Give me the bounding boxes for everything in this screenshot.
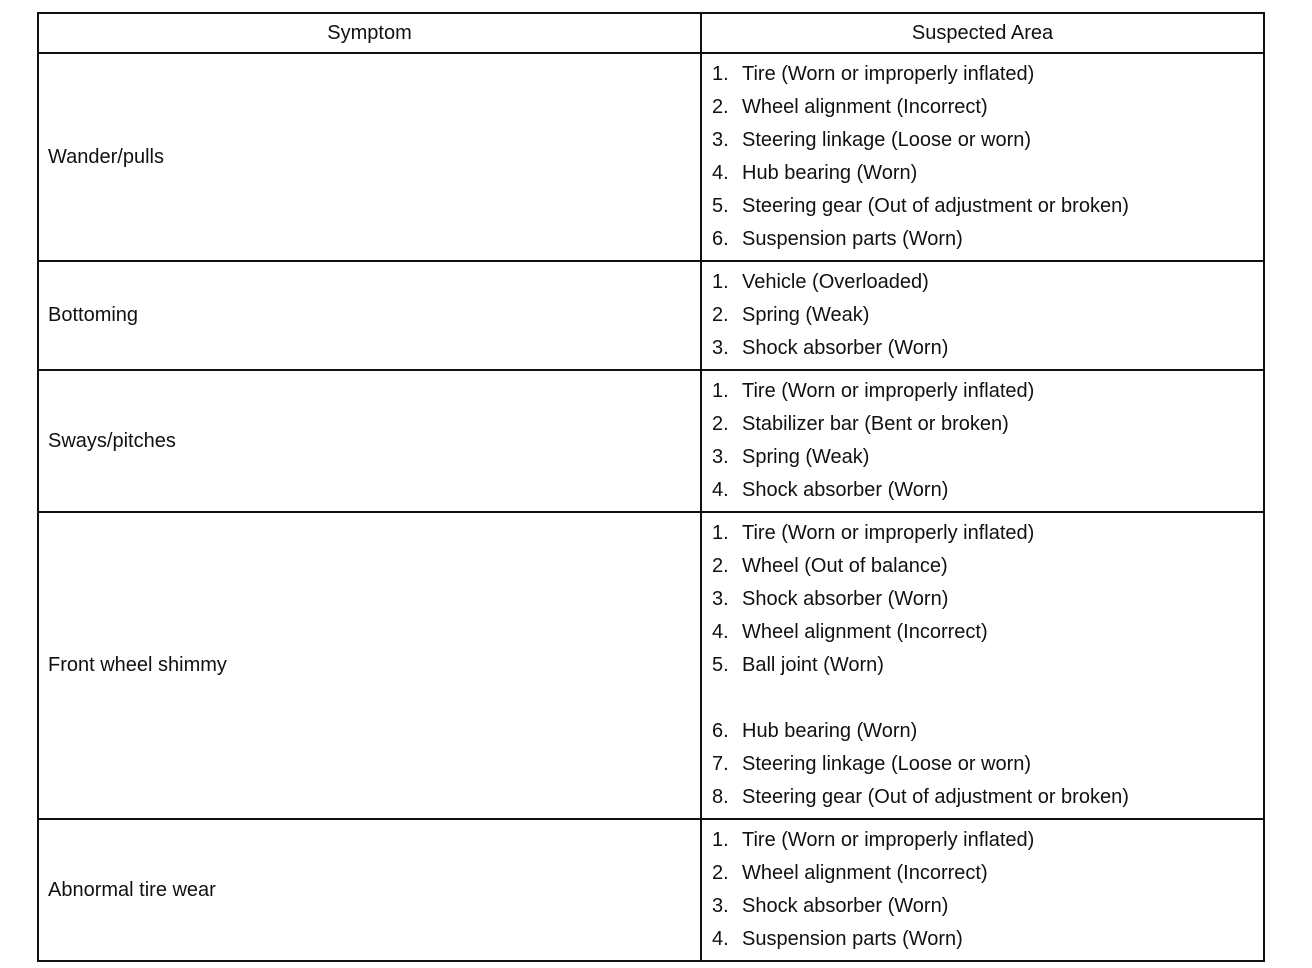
item-number: 4. bbox=[712, 479, 729, 501]
list-item bbox=[712, 649, 1263, 682]
list-item bbox=[712, 124, 1263, 157]
suspected-area-cell bbox=[702, 820, 1263, 960]
suspected-area-cell bbox=[702, 262, 1263, 369]
item-text: Shock absorber (Worn) bbox=[742, 588, 949, 610]
item-number: 7. bbox=[712, 753, 729, 775]
symptom-cell: Front wheel shimmy bbox=[39, 513, 702, 818]
item-number: 1. bbox=[712, 522, 729, 544]
item-text: Steering gear (Out of adjustment or broken) bbox=[742, 786, 1129, 808]
item-number: 2. bbox=[712, 413, 729, 435]
item-number: 8. bbox=[712, 786, 729, 808]
item-number: 5. bbox=[712, 654, 729, 676]
item-text: Ball joint (Worn) bbox=[742, 654, 884, 676]
item-text: Wheel alignment (Incorrect) bbox=[742, 862, 988, 884]
header-symptom: Symptom bbox=[39, 14, 702, 52]
item-number: 1. bbox=[712, 271, 729, 293]
list-item bbox=[712, 824, 1263, 857]
item-text: Shock absorber (Worn) bbox=[742, 895, 949, 917]
symptom-cell: Wander/pulls bbox=[39, 54, 702, 260]
item-text: Tire (Worn or improperly inflated) bbox=[742, 522, 1035, 544]
list-item bbox=[712, 157, 1263, 190]
suspected-area-cell bbox=[702, 371, 1263, 511]
list-item bbox=[712, 715, 1263, 748]
table-row bbox=[39, 52, 1263, 260]
item-text: Tire (Worn or improperly inflated) bbox=[742, 63, 1035, 85]
item-text: Wheel alignment (Incorrect) bbox=[742, 621, 988, 643]
table-row bbox=[39, 511, 1263, 818]
item-text: Wheel alignment (Incorrect) bbox=[742, 96, 988, 118]
item-number: 2. bbox=[712, 862, 729, 884]
item-number: 3. bbox=[712, 588, 729, 610]
item-number: 6. bbox=[712, 228, 729, 250]
item-text: Tire (Worn or improperly inflated) bbox=[742, 380, 1035, 402]
list-item bbox=[712, 857, 1263, 890]
item-number: 2. bbox=[712, 555, 729, 577]
suspected-area-cell bbox=[702, 513, 1263, 818]
list-item bbox=[712, 474, 1263, 507]
item-number: 2. bbox=[712, 304, 729, 326]
item-number: 3. bbox=[712, 129, 729, 151]
item-number: 3. bbox=[712, 895, 729, 917]
item-number: 3. bbox=[712, 337, 729, 359]
item-text: Suspension parts (Worn) bbox=[742, 928, 963, 950]
item-number: 3. bbox=[712, 446, 729, 468]
item-text: Steering linkage (Loose or worn) bbox=[742, 753, 1032, 775]
table-header bbox=[39, 14, 1263, 52]
item-text: Vehicle (Overloaded) bbox=[742, 271, 929, 293]
list-item bbox=[712, 583, 1263, 616]
troubleshooting-table bbox=[37, 12, 1265, 962]
list-item bbox=[712, 517, 1263, 550]
list-item bbox=[712, 91, 1263, 124]
symptom-cell: Bottoming bbox=[39, 262, 702, 369]
item-number: 5. bbox=[712, 195, 729, 217]
suspected-area-cell bbox=[702, 54, 1263, 260]
list-item bbox=[712, 616, 1263, 649]
item-number: 1. bbox=[712, 829, 729, 851]
list-item bbox=[712, 299, 1263, 332]
item-text: Tire (Worn or improperly inflated) bbox=[742, 829, 1035, 851]
table-row bbox=[39, 818, 1263, 960]
item-text: Hub bearing (Worn) bbox=[742, 720, 918, 742]
item-text: Suspension parts (Worn) bbox=[742, 228, 963, 250]
item-text: Steering gear (Out of adjustment or broken) bbox=[742, 195, 1129, 217]
list-item bbox=[712, 781, 1263, 814]
list-item bbox=[712, 375, 1263, 408]
list-item bbox=[712, 890, 1263, 923]
item-text: Steering linkage (Loose or worn) bbox=[742, 129, 1032, 151]
list-item bbox=[712, 332, 1263, 365]
list-item bbox=[712, 223, 1263, 256]
list-item bbox=[712, 923, 1263, 956]
list-item bbox=[712, 58, 1263, 91]
list-item bbox=[712, 408, 1263, 441]
header-suspected-area: Suspected Area bbox=[911, 21, 1054, 44]
item-number: 1. bbox=[712, 380, 729, 402]
item-number: 4. bbox=[712, 162, 729, 184]
table-row bbox=[39, 260, 1263, 369]
list-item bbox=[712, 266, 1263, 299]
list-item bbox=[712, 748, 1263, 781]
item-number: 2. bbox=[712, 96, 729, 118]
symptom-cell: Sways/pitches bbox=[39, 371, 702, 511]
symptom-cell: Abnormal tire wear bbox=[39, 820, 702, 960]
item-text: Shock absorber (Worn) bbox=[742, 337, 949, 359]
item-text: Spring (Weak) bbox=[742, 446, 870, 468]
item-number: 6. bbox=[712, 720, 729, 742]
item-text: Spring (Weak) bbox=[742, 304, 870, 326]
list-item bbox=[712, 190, 1263, 223]
list-item bbox=[712, 550, 1263, 583]
item-number: 4. bbox=[712, 621, 729, 643]
item-number: 1. bbox=[712, 63, 729, 85]
list-item bbox=[712, 441, 1263, 474]
item-text: Shock absorber (Worn) bbox=[742, 479, 949, 501]
item-number: 4. bbox=[712, 928, 729, 950]
item-text: Hub bearing (Worn) bbox=[742, 162, 918, 184]
item-text: Wheel (Out of balance) bbox=[742, 555, 948, 577]
table-row bbox=[39, 369, 1263, 511]
table-body bbox=[39, 52, 1263, 960]
item-text: Stabilizer bar (Bent or broken) bbox=[742, 413, 1009, 435]
